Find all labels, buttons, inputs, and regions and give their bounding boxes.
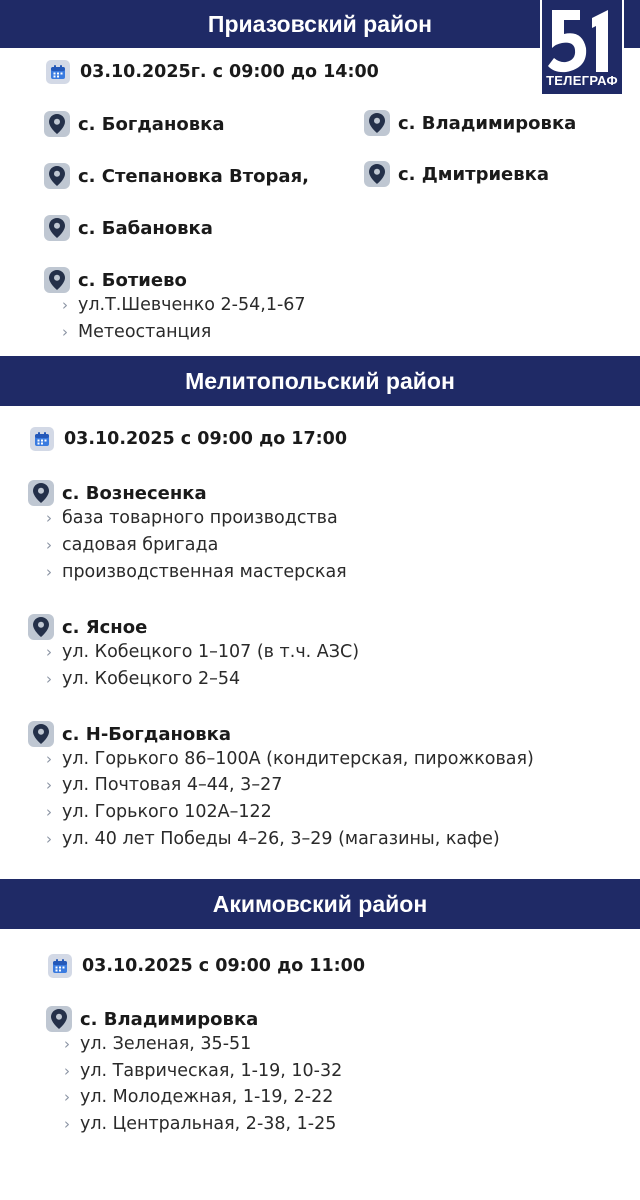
location-yasnoe (28, 614, 147, 640)
chevron-right-icon: › (64, 1115, 70, 1133)
section-title: Мелитопольский район (185, 367, 455, 394)
location-name: с. Ясное (62, 616, 148, 638)
address-item (46, 508, 338, 528)
location-pin-icon (44, 267, 70, 293)
location-vladimirovka (364, 110, 576, 136)
location-name: с. Ботиево (78, 269, 187, 291)
location-name: с. Бабановка (78, 217, 213, 239)
address-text: ул. 40 лет Победы 4–26, 3–29 (магазины, кафе) (62, 829, 500, 849)
date-row (48, 954, 365, 978)
calendar-icon (30, 427, 54, 451)
chevron-right-icon: › (46, 750, 52, 768)
calendar-icon (48, 954, 72, 978)
chevron-right-icon: › (46, 563, 52, 581)
address-item (46, 749, 534, 769)
location-pin-icon (28, 614, 54, 640)
section-header-akimovsky (0, 879, 640, 929)
section-title: Приазовский район (207, 10, 433, 37)
address-item (64, 1114, 336, 1134)
location-vladimirovka-akim (46, 1006, 258, 1032)
address-text: база товарного производства (62, 508, 338, 528)
address-item (64, 1087, 333, 1107)
address-item (62, 322, 211, 342)
location-stepanovka (44, 163, 309, 189)
date-row (46, 60, 379, 84)
logo-caption: ТЕЛЕГРАФ (546, 73, 618, 88)
address-item (46, 562, 347, 582)
address-item (46, 642, 359, 662)
date-text: 03.10.2025 с 09:00 до 11:00 (82, 956, 366, 976)
telegraf-logo (540, 0, 624, 96)
section-title: Акимовский район (212, 890, 428, 917)
chevron-right-icon: › (46, 536, 52, 554)
location-name: с. Владимировка (80, 1008, 259, 1030)
logo-51-icon (542, 6, 622, 76)
location-voznesenka (28, 480, 207, 506)
address-text: ул. Кобецкого 2–54 (62, 669, 241, 689)
location-name: с. Богдановка (78, 113, 225, 135)
address-text: ул. Таврическая, 1-19, 10-32 (80, 1061, 343, 1081)
address-text: ул. Почтовая 4–44, 3–27 (62, 775, 283, 795)
location-name: с. Владимировка (398, 112, 577, 134)
chevron-right-icon: › (64, 1088, 70, 1106)
address-item (46, 829, 500, 849)
address-text: ул. Кобецкого 1–107 (в т.ч. АЗС) (62, 642, 360, 662)
address-text: производственная мастерская (62, 562, 347, 582)
address-text: садовая бригада (62, 535, 219, 555)
address-text: ул.Т.Шевченко 2-54,1-67 (78, 295, 306, 315)
location-name: с. Н-Богдановка (62, 723, 232, 745)
location-pin-icon (44, 215, 70, 241)
location-pin-icon (364, 161, 390, 187)
location-pin-icon (364, 110, 390, 136)
chevron-right-icon: › (64, 1062, 70, 1080)
address-text: ул. Молодежная, 1-19, 2-22 (80, 1087, 334, 1107)
location-name: с. Дмитриевка (398, 163, 550, 185)
date-text: 03.10.2025 с 09:00 до 17:00 (64, 429, 348, 449)
location-pin-icon (28, 721, 54, 747)
location-n-bogdanovka (28, 721, 231, 747)
chevron-right-icon: › (46, 776, 52, 794)
address-item (46, 669, 240, 689)
location-name: с. Вознесенка (62, 482, 207, 504)
chevron-right-icon: › (46, 643, 52, 661)
location-pin-icon (28, 480, 54, 506)
chevron-right-icon: › (62, 323, 68, 341)
address-item (64, 1034, 251, 1054)
location-babanovka (44, 215, 213, 241)
address-text: ул. Центральная, 2-38, 1-25 (80, 1114, 337, 1134)
location-botievo (44, 267, 187, 293)
section-header-melitopolsky (0, 356, 640, 406)
chevron-right-icon: › (46, 670, 52, 688)
address-text: ул. Зеленая, 35-51 (80, 1034, 252, 1054)
chevron-right-icon: › (46, 803, 52, 821)
address-text: ул. Горького 86–100А (кондитерская, пирожковая) (62, 749, 534, 769)
address-item (46, 775, 282, 795)
chevron-right-icon: › (62, 296, 68, 314)
location-pin-icon (44, 163, 70, 189)
address-item (62, 295, 306, 315)
date-row (30, 427, 347, 451)
address-text: Метеостанция (78, 322, 212, 342)
location-name: с. Степановка Вторая, (78, 165, 309, 187)
address-item (46, 802, 272, 822)
chevron-right-icon: › (46, 830, 52, 848)
calendar-icon (46, 60, 70, 84)
address-item (46, 535, 218, 555)
chevron-right-icon: › (64, 1035, 70, 1053)
date-text: 03.10.2025г. с 09:00 до 14:00 (80, 62, 379, 82)
location-dmitrievka (364, 161, 549, 187)
chevron-right-icon: › (46, 509, 52, 527)
address-text: ул. Горького 102А–122 (62, 802, 272, 822)
address-item (64, 1061, 342, 1081)
location-pin-icon (46, 1006, 72, 1032)
location-pin-icon (44, 111, 70, 137)
location-bogdanovka (44, 111, 225, 137)
